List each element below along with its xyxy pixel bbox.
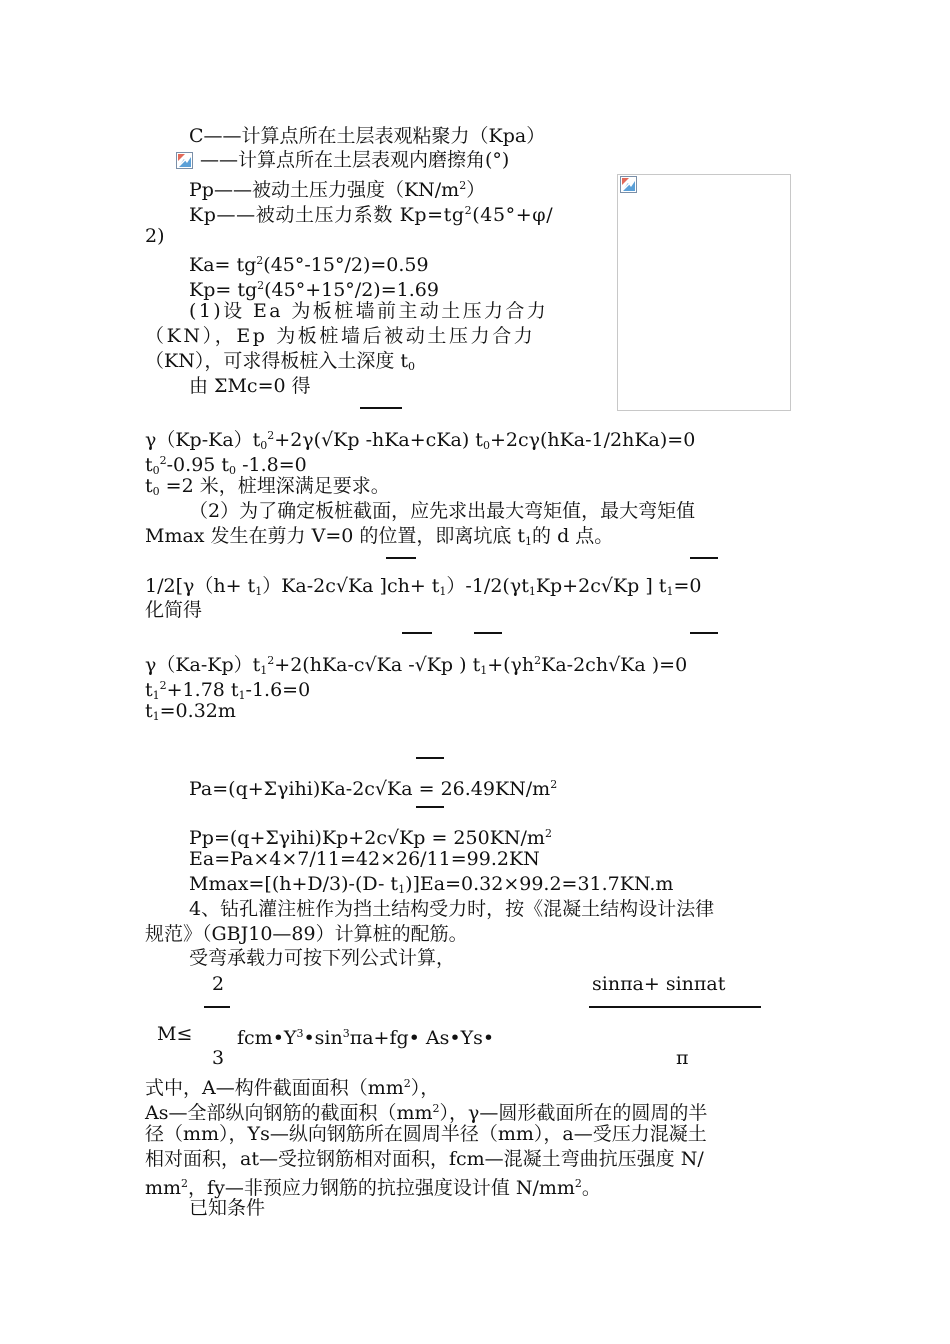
equation-3: $t_0 =2$ 米，桩埋深满足要求。 [145, 475, 390, 498]
where-line-5: $mm^2$，fy—非预应力钢筋的抗拉强度设计值 $N/mm^2$。 [145, 1177, 601, 1199]
section-4: 4、钻孔灌注桩作为挡土结构受力时，按《混凝土结构设计法律 [189, 898, 715, 920]
mmax-equation: Mmax=[(h+D/3)-(D- $t_1)]Ea=0.32\times 99.2=31.7KN.m$ [189, 873, 674, 896]
ka-value: $Ka= tg^2(45^\circ-15^\circ/2)=0.59$ [189, 254, 429, 276]
paragraph-6: Mmax 发生在剪力 V=0 的位置，即离坑底 $t_1$的 d 点。 [145, 525, 614, 548]
equation-6: $\gamma(Ka-Kp)t_1^2+2(hKa-c√Ka$ -√Kp ) $t_1+(\gamma h^2Ka-2ch√Ka$ )=0 [145, 654, 688, 677]
fraction-bar [204, 1006, 230, 1008]
fraction-numerator: sinπa+ sinπat [592, 973, 726, 995]
broken-image-icon [176, 152, 193, 169]
formula-m: M≤ [157, 1023, 193, 1045]
definition-kp-cont: 2) [145, 225, 165, 247]
sqrt-bar [690, 557, 718, 559]
where-line-4: 相对面积，at—受拉钢筋相对面积，fcm—混凝土弯曲抗压强度 N/ [145, 1148, 704, 1170]
equation-8: $t_1=0.32m$ [145, 700, 236, 723]
fraction-numerator: 2 [212, 973, 225, 995]
definition-pp: Pp——被动土压力强度$(KN/m^2)$ [189, 179, 486, 201]
sqrt-bar [474, 632, 502, 634]
equation-7: $t_1^2+1.78$ $t_1-1.6=0$ [145, 679, 311, 702]
kp-value: $Kp= tg^2(45^\circ+15^\circ/2)=1.69$ [189, 279, 439, 301]
paragraph-2: （KN），Ep 为板桩墙后被动土压力合力 [145, 325, 536, 347]
paragraph-4: 由 ΣMc=0 得 [189, 375, 311, 397]
definition-phi: ——计算点所在土层表观内磨擦角(°) [200, 149, 510, 171]
paragraph-3: （KN），可求得板桩入土深度 $t_0$ [145, 350, 415, 373]
sqrt-bar [402, 632, 432, 634]
formula-intro: 受弯承载力可按下列公式计算， [189, 947, 456, 969]
simplify-label: 化简得 [145, 599, 203, 621]
equation-1: $\gamma(Kp-Ka)t_0^2+2\gamma(√Kp$ -hKa+cKa) $t_0+2c\gamma(hKa-1/2hKa)=0$ [145, 429, 696, 452]
pa-equation: $Pa=(q+\Sigma\gamma ihi)Ka-2c√Ka = 26.49KN/m^2$ [189, 778, 558, 800]
figure-frame [617, 174, 791, 411]
pp-equation: $Pp=(q+\Sigma\gamma ihi)Kp+2c√Kp = 250KN/m^2$ [189, 827, 552, 849]
paragraph-1: (1)设 Ea 为板桩墙前主动土压力合力 [189, 300, 549, 322]
sqrt-bar [416, 806, 444, 808]
paragraph-5: （2）为了确定板桩截面，应先求出最大弯矩值，最大弯矩值 [189, 500, 696, 522]
where-line-3: 径（mm），Υs—纵向钢筋所在圆周半径（mm），a—受压力混凝土 [145, 1123, 707, 1145]
fraction-denominator: π [676, 1047, 689, 1069]
sqrt-bar [416, 757, 444, 759]
equation-2: $t_0^2-0.95$ $t_0$ -1.8=0 [145, 454, 307, 477]
where-line-2: As—全部纵向钢筋的截面积$(mm^2)$，γ—圆形截面所在的圆周的半 [145, 1102, 708, 1124]
broken-image-icon [620, 176, 637, 193]
sqrt-bar [360, 407, 402, 409]
section-4-cont: 规范》（GBJ10—89）计算桩的配筋。 [145, 923, 468, 945]
ea-equation: Ea=Pa×4×7/11=42×26/11=99.2KN [189, 848, 540, 870]
sqrt-bar [690, 632, 718, 634]
fraction-denominator: 3 [212, 1047, 225, 1069]
where-line-1: 式中，A—构件截面面积$(mm^2)$， [145, 1077, 440, 1099]
sqrt-bar [386, 557, 416, 559]
fraction-bar [589, 1006, 761, 1008]
known-conditions: 已知条件 [189, 1197, 266, 1219]
formula-middle: $fcm•\Upsilon^3•\sin^3\pi a+fg•$ As•Υs• [237, 1027, 495, 1049]
definition-kp: Kp——被动土压力系数 $Kp=tg^2(45^\circ+\varphi/$ [189, 204, 554, 226]
equation-4: $1/2[\gamma(h+ t_1)Ka-2c√Ka$ ]$ch+ t_1)-1/2(\gamma t_1Kp+2c√Kp$ ] $t_1=0$ [145, 575, 702, 598]
definition-c: C——计算点所在土层表观粘聚力（Kpa） [189, 125, 546, 147]
